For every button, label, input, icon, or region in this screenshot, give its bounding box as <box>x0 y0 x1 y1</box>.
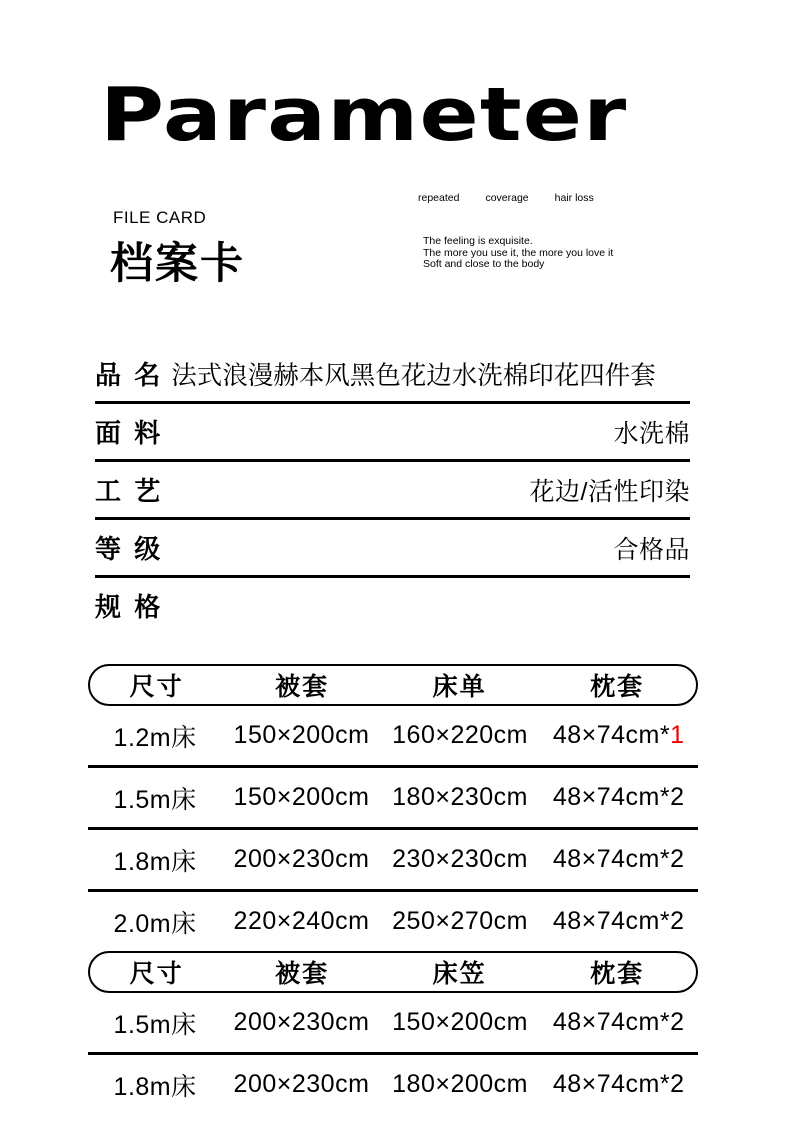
cell-pillow <box>539 783 698 812</box>
pillow-count: 2 <box>670 1008 685 1036</box>
attribute-value-product-name: 法式浪漫赫本风黑色花边水洗棉印花四件套 <box>171 361 656 390</box>
cell-pillow <box>539 907 698 936</box>
header-duvet-cover: 被套 <box>275 960 330 988</box>
cell-duvet: 220×240cm <box>233 907 370 935</box>
header-size: 尺寸 <box>129 673 184 701</box>
tagline-line-2: The more you use it, the more you love it <box>423 246 614 259</box>
keyword-list <box>418 192 594 204</box>
header-duvet-cover: 被套 <box>275 673 330 701</box>
cell-size: 1.5m床 <box>113 785 197 814</box>
attribute-label-fabric: 面 料 <box>95 418 164 448</box>
size-row-1-5m <box>88 768 698 830</box>
header-fitted-sheet: 床笠 <box>432 960 487 988</box>
attribute-list <box>95 346 690 633</box>
cell-fitted-sheet: 180×200cm <box>392 1070 528 1098</box>
tagline-line-3: Soft and close to the body <box>423 258 545 270</box>
keyword-coverage: coverage <box>485 192 529 204</box>
pillow-size: 48×74cm* <box>552 1070 671 1098</box>
cell-sheet: 180×230cm <box>392 783 528 811</box>
size-table-1-header <box>88 664 698 706</box>
size-row-1-8m <box>88 830 698 892</box>
cell-duvet: 200×230cm <box>233 1008 370 1036</box>
attribute-row-craft <box>95 462 690 520</box>
attribute-label-product-name: 品 名 <box>95 360 164 390</box>
pillow-size: 48×74cm* <box>552 721 671 749</box>
pillow-count: 2 <box>670 783 685 811</box>
cell-duvet: 150×200cm <box>233 783 370 811</box>
cell-sheet: 250×270cm <box>392 907 528 935</box>
cell-size: 2.0m床 <box>113 909 197 938</box>
attribute-row-product-name <box>95 346 690 404</box>
header-size: 尺寸 <box>129 960 184 988</box>
cell-pillow <box>539 1070 698 1099</box>
cell-size: 1.8m床 <box>113 847 197 876</box>
archive-card-title: 档案卡 <box>110 240 245 288</box>
size-table-2-header <box>88 951 698 993</box>
pillow-size: 48×74cm* <box>552 907 671 935</box>
keyword-hair-loss: hair loss <box>554 192 594 204</box>
header-bed-sheet: 床单 <box>432 673 487 701</box>
pillow-size: 48×74cm* <box>552 1008 671 1036</box>
size-row-fitted-1-8m <box>88 1055 698 1114</box>
cell-size: 1.8m床 <box>113 1072 197 1101</box>
page-title: Parameter <box>100 72 628 158</box>
file-card-label: FILE CARD <box>113 208 207 227</box>
size-row-1-2m <box>88 706 698 768</box>
header-pillowcase: 枕套 <box>590 673 645 701</box>
pillow-size: 48×74cm* <box>552 783 671 811</box>
pillow-count: 2 <box>670 1070 685 1098</box>
cell-duvet: 200×230cm <box>233 845 370 873</box>
pillow-count: 2 <box>670 907 685 935</box>
attribute-row-fabric <box>95 404 690 462</box>
attribute-label-craft: 工 艺 <box>95 476 164 506</box>
attribute-row-grade <box>95 520 690 578</box>
tagline <box>423 236 613 271</box>
cell-duvet: 200×230cm <box>233 1070 370 1098</box>
pillow-count: 2 <box>670 845 685 873</box>
cell-pillow <box>539 1008 698 1037</box>
cell-size: 1.2m床 <box>113 723 197 752</box>
size-row-fitted-1-5m <box>88 993 698 1055</box>
size-row-2-0m <box>88 892 698 951</box>
size-tables <box>88 664 698 1114</box>
cell-duvet: 150×200cm <box>233 721 370 749</box>
attribute-row-spec <box>95 578 690 633</box>
cell-sheet: 230×230cm <box>392 845 528 873</box>
pillow-count-highlight: 1 <box>670 721 685 749</box>
attribute-label-spec: 规 格 <box>95 592 164 622</box>
cell-pillow <box>539 721 698 750</box>
tagline-line-1: The feeling is exquisite. <box>423 235 533 247</box>
header-pillowcase: 枕套 <box>590 960 645 988</box>
attribute-value-fabric: 水洗棉 <box>613 419 690 448</box>
keyword-repeated: repeated <box>418 192 460 204</box>
cell-pillow <box>539 845 698 874</box>
attribute-value-grade: 合格品 <box>613 535 690 564</box>
pillow-size: 48×74cm* <box>552 845 671 873</box>
attribute-value-craft: 花边/活性印染 <box>529 477 690 506</box>
cell-sheet: 160×220cm <box>392 721 528 749</box>
cell-fitted-sheet: 150×200cm <box>392 1008 528 1036</box>
attribute-label-grade: 等 级 <box>95 534 164 564</box>
cell-size: 1.5m床 <box>113 1010 197 1039</box>
